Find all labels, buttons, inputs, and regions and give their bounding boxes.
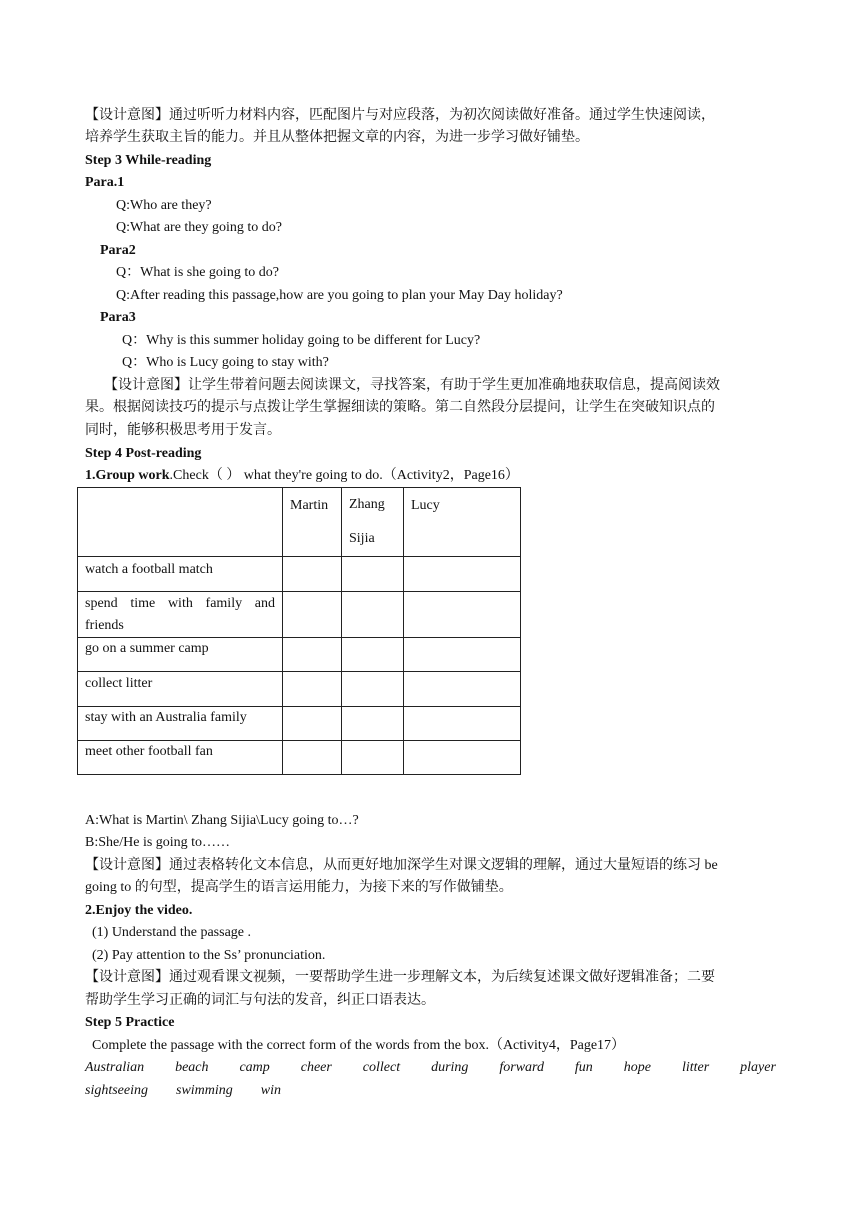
word-box-word: camp (239, 1060, 270, 1075)
table-cell[interactable] (404, 707, 521, 741)
table-cell[interactable] (283, 741, 342, 775)
table-row (78, 638, 521, 672)
step5-heading: Step 5 Practice (85, 1015, 175, 1030)
table-cell[interactable] (404, 592, 521, 638)
table-row-label: collect litter (78, 672, 283, 707)
table-header-martin: Martin (283, 488, 342, 557)
para3-question-1: Q：Why is this summer holiday going to be different for Lucy? (122, 333, 481, 348)
design-intent-4-line-1: 【设计意图】通过观看课文视频，一要帮助学生进一步理解文本，为后续复述课文做好逻辑准备；二要 (85, 970, 715, 985)
word-box-word: Australian (85, 1060, 145, 1075)
design-intent-2-line-3: 同时，能够积极思考用于发言。 (85, 423, 281, 438)
dialog-a: A:What is Martin\ Zhang Sijia\Lucy going to…? (85, 813, 359, 828)
table-header-blank (78, 488, 283, 557)
table-cell[interactable] (283, 592, 342, 638)
step3-heading: Step 3 While-reading (85, 153, 212, 168)
word-box-word: win (260, 1083, 282, 1098)
word-box-word: litter (681, 1060, 710, 1075)
step4-heading: Step 4 Post-reading (85, 446, 202, 461)
table-row-label: spend time with family and friends (78, 592, 283, 638)
table-cell[interactable] (283, 707, 342, 741)
table-cell[interactable] (342, 638, 404, 672)
word-box-word: cheer (300, 1060, 332, 1075)
para1-title: Para.1 (85, 175, 125, 190)
table-cell[interactable] (283, 638, 342, 672)
design-intent-2-line-1: 【设计意图】让学生带着问题去阅读课文，寻找答案，有助于学生更加准确地获取信息，提高阅读效 (104, 378, 720, 393)
table-cell[interactable] (342, 592, 404, 638)
word-box-word: hope (623, 1060, 651, 1075)
table-row (78, 741, 521, 775)
table-cell[interactable] (342, 557, 404, 592)
design-intent-3-line-2: going to 的句型，提高学生的语言运用能力，为接下来的写作做铺垫。 (85, 880, 513, 895)
design-intent-2-line-2: 果。根据阅读技巧的提示与点拨让学生掌握细读的策略。第二自然段分层提问，让学生在突破知识点的 (85, 400, 715, 415)
word-box-word: sightseeing (85, 1083, 148, 1098)
table-row-label: meet other football fan (78, 741, 283, 775)
table-row-label: watch a football match (78, 557, 283, 592)
para2-title: Para2 (100, 243, 136, 258)
table-cell[interactable] (404, 741, 521, 775)
word-box-word: player (740, 1060, 776, 1075)
word-box-word: during (431, 1060, 469, 1075)
word-box-word: swimming (176, 1083, 233, 1098)
word-box-row-2 (85, 1080, 776, 1102)
group-work-label: 1.Group work (85, 468, 170, 483)
table-cell[interactable] (404, 638, 521, 672)
word-box-row-1 (85, 1057, 776, 1079)
table-cell[interactable] (404, 557, 521, 592)
activity-table (77, 487, 521, 775)
word-box-word: beach (175, 1060, 209, 1075)
table-cell[interactable] (283, 557, 342, 592)
group-work-task (85, 465, 776, 487)
enjoy-video-item-1: (1) Understand the passage . (92, 925, 252, 940)
group-work-instruction: .Check（ ） what they're going to do.（Activity2，Page16） (169, 468, 519, 483)
practice-instruction: Complete the passage with the correct form of the words from the box.（Activity4，Page17） (92, 1038, 626, 1053)
table-header-zhang-sijia: Zhang Sijia (342, 488, 404, 557)
word-box-word: fun (574, 1060, 593, 1075)
table-header-row (78, 488, 521, 557)
table-cell[interactable] (342, 741, 404, 775)
para3-title: Para3 (100, 310, 136, 325)
dialog-b: B:She/He is going to…… (85, 835, 231, 850)
table-cell[interactable] (404, 672, 521, 707)
design-intent-3-line-1: 【设计意图】通过表格转化文本信息，从而更好地加深学生对课文逻辑的理解，通过大量短语的练习 be (85, 858, 718, 873)
table-header-lucy: Lucy (404, 488, 521, 557)
word-box-word: collect (362, 1060, 401, 1075)
para2-question-1: Q：What is she going to do? (116, 265, 279, 280)
para1-question-1: Q:Who are they? (116, 198, 212, 213)
table-row (78, 592, 521, 638)
enjoy-video-title: 2.Enjoy the video. (85, 903, 193, 918)
enjoy-video-item-2: (2) Pay attention to the Ss’ pronunciation. (92, 948, 326, 963)
table-cell[interactable] (342, 672, 404, 707)
para1-question-2: Q:What are they going to do? (116, 220, 283, 235)
table-row-label: stay with an Australia family (78, 707, 283, 741)
design-intent-4-line-2: 帮助学生学习正确的词汇与句法的发音，纠正口语表达。 (85, 993, 435, 1008)
word-box-word: forward (499, 1060, 544, 1075)
design-intent-1-line-1: 【设计意图】通过听听力材料内容，匹配图片与对应段落，为初次阅读做好准备。通过学生快速阅读， (85, 108, 715, 123)
table-row-label: go on a summer camp (78, 638, 283, 672)
table-row (78, 672, 521, 707)
para2-question-2: Q:After reading this passage,how are you going to plan your May Day holiday? (116, 288, 563, 303)
table-cell[interactable] (342, 707, 404, 741)
para3-question-2: Q：Who is Lucy going to stay with? (122, 355, 329, 370)
table-row (78, 557, 521, 592)
table-row (78, 707, 521, 741)
design-intent-1-line-2: 培养学生获取主旨的能力。并且从整体把握文章的内容，为进一步学习做好铺垫。 (85, 130, 589, 145)
table-cell[interactable] (283, 672, 342, 707)
